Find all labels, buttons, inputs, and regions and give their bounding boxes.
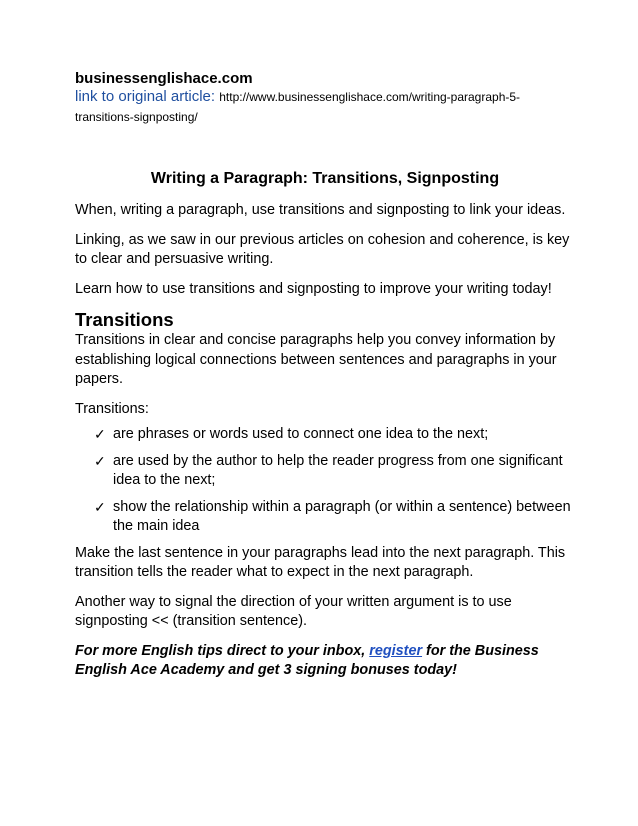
call-to-action [75, 642, 575, 681]
list-item [75, 452, 575, 491]
list-item [75, 498, 575, 537]
transitions-list [75, 425, 575, 537]
article-title: Writing a Paragraph: Transitions, Signposting [150, 170, 500, 187]
list-item-text: are used by the author to help the reader progress from one significant idea to the next; [113, 452, 563, 488]
section-paragraph: Transitions in clear and concise paragraphs help you convey information by establishing logical connections between sentences and paragraphs in your papers. [75, 332, 557, 387]
after-paragraph-1: Make the last sentence in your paragraphs lead into the next paragraph. This transition tells the reader what to expect in the next paragraph. [75, 544, 566, 580]
list-label: Transitions: [75, 400, 149, 417]
site-name: businessenglishace.com [75, 70, 253, 87]
list-item-text: are phrases or words used to connect one idea to the next; [113, 426, 489, 442]
original-article-url[interactable]: http://www.businessenglishace.com/writing-paragraph-5- [219, 90, 521, 104]
intro-paragraph-2: Linking, as we saw in our previous articles on cohesion and coherence, is key to clear and persuasive writing. [75, 231, 570, 267]
intro-paragraph-1: When, writing a paragraph, use transitions and signposting to link your ideas. [75, 202, 566, 218]
intro-paragraph-3: Learn how to use transitions and signposting to improve your writing today! [75, 280, 552, 297]
original-article-url-cont[interactable]: transitions-signposting/ [75, 110, 198, 124]
register-link[interactable]: register [369, 642, 423, 659]
cta-after: for the Business English Ace Academy and get 3 signing bonuses today! [75, 642, 539, 678]
check-icon: ✓ [94, 426, 106, 442]
check-icon: ✓ [94, 498, 106, 515]
section-heading: Transitions [75, 309, 174, 330]
list-item [75, 425, 575, 445]
cta-before: For more English tips direct to your inbox, [75, 642, 370, 659]
original-link-line [75, 88, 575, 106]
after-paragraph-2: Another way to signal the direction of your written argument is to use signposting << (transition sentence). [75, 593, 512, 629]
link-label: link to original article: [75, 88, 216, 105]
document-page [75, 70, 575, 681]
check-icon: ✓ [94, 452, 106, 469]
list-item-text: show the relationship within a paragraph (or within a sentence) between the main idea [113, 498, 571, 534]
